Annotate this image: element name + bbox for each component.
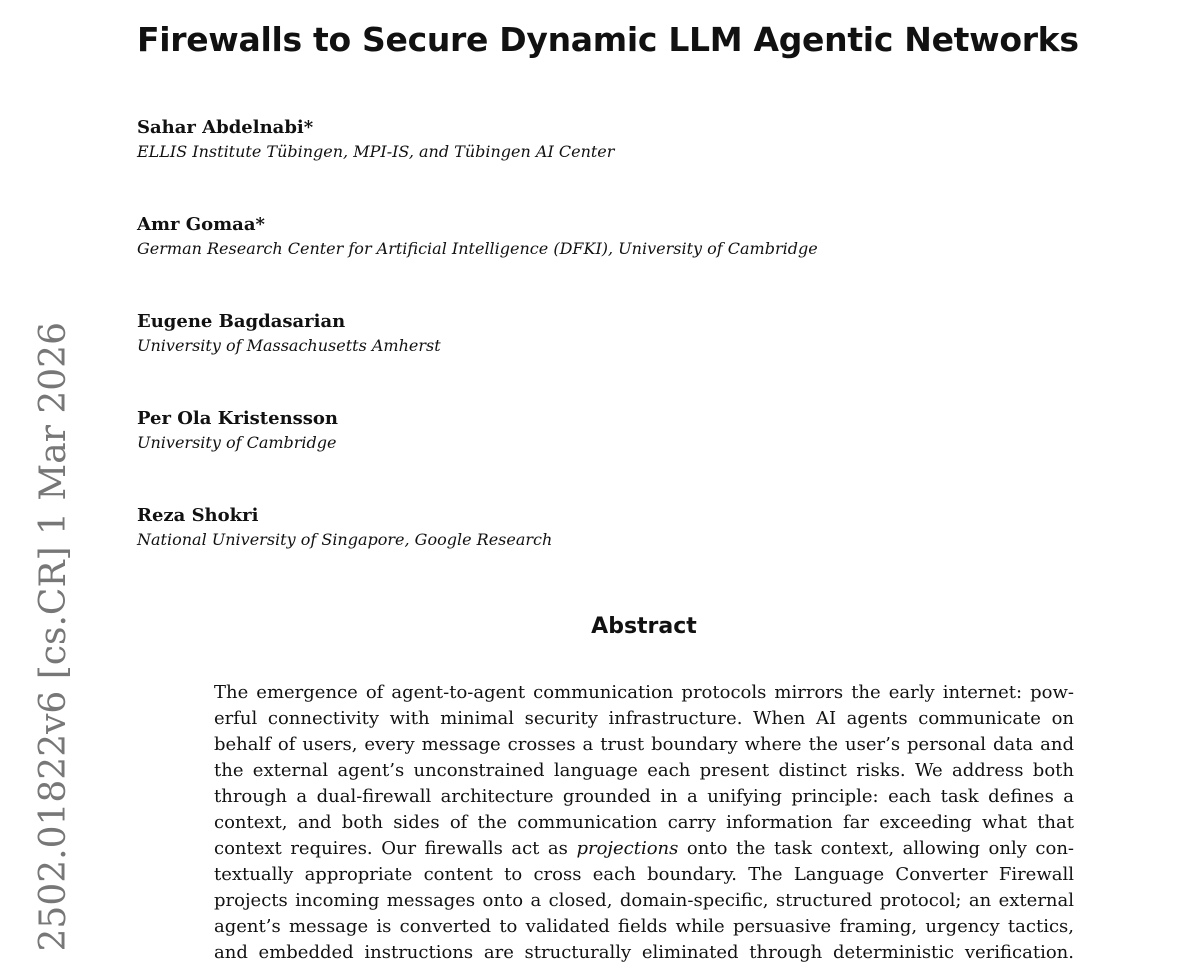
author-name: Eugene Bagdasarian [137, 311, 346, 332]
author-block [137, 503, 552, 551]
emphasis-projections: projections [576, 838, 679, 859]
abstract-body [214, 680, 1074, 966]
abstract-line: textually appropriate content to cross each boundary. The Language Converter Firewall [214, 864, 1074, 885]
author-name: Amr Gomaa* [137, 214, 265, 235]
abstract-line: context, and both sides of the communication carry information far exceeding what that [214, 812, 1074, 833]
abstract-line: agent’s message is converted to validated fields while persuasive framing, urgency tactics, [214, 916, 1074, 937]
author-affiliation: German Research Center for Artificial Intelligence (DFKI), University of Cambridge [137, 239, 818, 258]
author-block [137, 309, 441, 357]
author-block [137, 212, 818, 260]
abstract-line: The emergence of agent-to-agent communication protocols mirrors the early internet: pow- [214, 682, 1074, 703]
author-block [137, 406, 338, 454]
abstract-line: projects incoming messages onto a closed, domain-specific, structured protocol; an external [214, 890, 1074, 911]
abstract-line: through a dual-firewall architecture grounded in a unifying principle: each task defines a [214, 786, 1074, 807]
author-affiliation: University of Cambridge [137, 433, 337, 452]
author-name: Per Ola Kristensson [137, 408, 339, 429]
paper-title: Firewalls to Secure Dynamic LLM Agentic Networks [137, 20, 1079, 59]
abstract-line: context requires. Our firewalls act as projections onto the task context, allowing only con- [214, 838, 1075, 859]
author-name: Sahar Abdelnabi* [137, 117, 314, 138]
abstract-line: the external agent’s unconstrained language each present distinct risks. We address both [214, 760, 1074, 781]
author-name: Reza Shokri [137, 505, 259, 526]
abstract-line: behalf of users, every message crosses a trust boundary where the user’s personal data and [214, 734, 1074, 755]
arxiv-identifier: 2502.01822v6 [cs.CR] 1 Mar 2026 [33, 322, 74, 952]
author-affiliation: University of Massachusetts Amherst [137, 336, 441, 355]
abstract-heading: Abstract [591, 614, 697, 639]
abstract-line: and embedded instructions are structurally eliminated through deterministic verification. [214, 942, 1074, 963]
author-block [137, 115, 614, 163]
author-affiliation: ELLIS Institute Tübingen, MPI-IS, and Tübingen AI Center [137, 142, 615, 161]
author-affiliation: National University of Singapore, Google Research [137, 530, 553, 549]
abstract-line: erful connectivity with minimal security infrastructure. When AI agents communicate on [214, 708, 1074, 729]
